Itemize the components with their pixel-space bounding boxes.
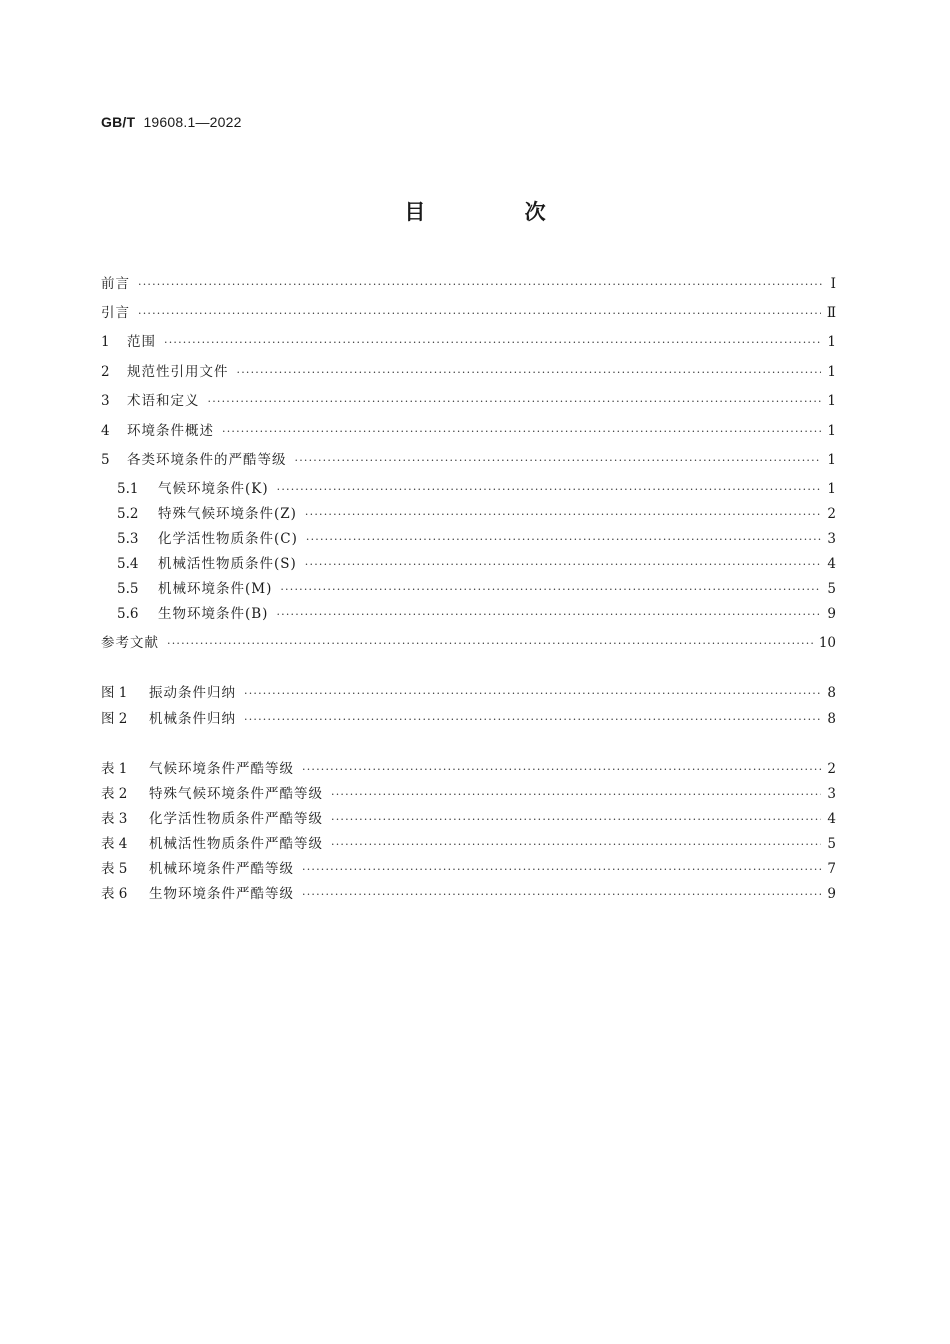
toc-item-introduction[interactable] (101, 304, 836, 322)
toc-title: 目 次 (404, 200, 592, 224)
toc-item-label: 特殊气候环境条件(Z) (158, 506, 297, 522)
dot-leader (331, 836, 821, 854)
table-item-number: 表 5 (101, 861, 128, 877)
toc-item-label: 前言 (101, 276, 130, 292)
toc-item-foreword[interactable] (101, 275, 836, 293)
toc-item-page: 1 (827, 334, 836, 350)
dot-leader (305, 506, 821, 524)
standard-code (101, 114, 242, 130)
table-item-page: 7 (827, 861, 836, 877)
figure-item-1[interactable] (101, 684, 836, 702)
dot-leader (295, 452, 822, 470)
dot-leader (138, 305, 821, 323)
dot-leader (305, 556, 822, 574)
table-item-page: 5 (827, 836, 836, 852)
toc-item-label: 生物环境条件(B) (158, 606, 269, 622)
table-item-label: 特殊气候环境条件严酷等级 (149, 786, 323, 802)
toc-item-page: 3 (827, 531, 836, 547)
toc-item-5-3[interactable] (117, 530, 836, 548)
toc-item-label: 机械活性物质条件(S) (158, 556, 297, 572)
toc-item-terms[interactable] (101, 392, 836, 410)
dot-leader (222, 423, 821, 441)
toc-item-number: 1 (101, 334, 110, 350)
toc-item-page: 1 (827, 452, 836, 468)
dot-leader (331, 786, 821, 804)
toc-item-label: 参考文献 (101, 635, 159, 651)
toc-item-number: 5.4 (117, 556, 139, 572)
toc-item-label: 气候环境条件(K) (158, 481, 269, 497)
toc-item-5-5[interactable] (117, 580, 836, 598)
toc-item-label: 各类环境条件的严酷等级 (127, 452, 287, 468)
toc-item-label: 化学活性物质条件(C) (158, 531, 298, 547)
table-item-page: 9 (827, 886, 836, 902)
table-item-3[interactable] (101, 810, 836, 828)
dot-leader (302, 861, 821, 879)
toc-item-5-1[interactable] (117, 480, 836, 498)
table-item-label: 气候环境条件严酷等级 (149, 761, 294, 777)
table-item-number: 表 2 (101, 786, 128, 802)
table-item-page: 4 (827, 811, 836, 827)
toc-item-5-6[interactable] (117, 605, 836, 623)
toc-item-page: 5 (827, 581, 836, 597)
toc-item-page: 1 (827, 393, 836, 409)
figure-item-label: 机械条件归纳 (149, 711, 236, 727)
dot-leader (302, 886, 821, 904)
toc-item-page: 1 (827, 423, 836, 439)
toc-item-number: 4 (101, 423, 110, 439)
figure-item-label: 振动条件归纳 (149, 685, 236, 701)
figure-item-page: 8 (827, 685, 836, 701)
toc-item-number: 5.3 (117, 531, 139, 547)
standard-code-number: 19608.1—2022 (143, 114, 242, 130)
toc-item-number: 5.5 (117, 581, 139, 597)
toc-item-number: 5 (101, 452, 110, 468)
toc-item-5-2[interactable] (117, 505, 836, 523)
dot-leader (244, 685, 821, 703)
toc-item-label: 机械环境条件(M) (158, 581, 273, 597)
dot-leader (138, 276, 822, 294)
table-item-page: 3 (827, 786, 836, 802)
dot-leader (244, 711, 821, 729)
toc-item-label: 术语和定义 (127, 393, 200, 409)
toc-item-severity-levels[interactable] (101, 451, 836, 469)
toc-item-label: 范围 (127, 334, 156, 350)
toc-item-page: 10 (818, 635, 836, 651)
toc-item-normative-references[interactable] (101, 363, 836, 381)
table-item-1[interactable] (101, 760, 836, 778)
dot-leader (237, 364, 822, 382)
toc-item-number: 2 (101, 364, 110, 380)
table-item-5[interactable] (101, 860, 836, 878)
dot-leader (280, 581, 821, 599)
dot-leader (302, 761, 821, 779)
table-item-label: 机械活性物质条件严酷等级 (149, 836, 323, 852)
toc-item-label: 环境条件概述 (127, 423, 214, 439)
toc-item-page: 9 (827, 606, 836, 622)
table-item-label: 生物环境条件严酷等级 (149, 886, 294, 902)
toc-item-page: Ⅰ (830, 276, 836, 292)
figure-item-page: 8 (827, 711, 836, 727)
toc-item-number: 3 (101, 393, 110, 409)
dot-leader (331, 811, 821, 829)
table-item-label: 机械环境条件严酷等级 (149, 861, 294, 877)
toc-item-5-4[interactable] (117, 555, 836, 573)
toc-item-number: 5.1 (117, 481, 139, 497)
table-item-page: 2 (827, 761, 836, 777)
dot-leader (167, 635, 813, 653)
toc-item-page: 1 (827, 481, 836, 497)
toc-item-number: 5.6 (117, 606, 139, 622)
dot-leader (208, 393, 822, 411)
table-item-2[interactable] (101, 785, 836, 803)
toc-item-scope[interactable] (101, 333, 836, 351)
table-item-6[interactable] (101, 885, 836, 903)
figure-item-2[interactable] (101, 710, 836, 728)
toc-item-page: Ⅱ (826, 305, 836, 321)
toc-item-page: 1 (827, 364, 836, 380)
table-item-number: 表 3 (101, 811, 128, 827)
dot-leader (306, 531, 822, 549)
table-item-number: 表 6 (101, 886, 128, 902)
figure-item-number: 图 1 (101, 685, 128, 701)
toc-item-overview[interactable] (101, 422, 836, 440)
dot-leader (277, 481, 822, 499)
toc-item-page: 2 (827, 506, 836, 522)
toc-item-page: 4 (827, 556, 836, 572)
table-item-number: 表 1 (101, 761, 128, 777)
dot-leader (164, 334, 821, 352)
table-item-4[interactable] (101, 835, 836, 853)
toc-item-label: 引言 (101, 305, 130, 321)
toc-item-number: 5.2 (117, 506, 139, 522)
toc-item-label: 规范性引用文件 (127, 364, 229, 380)
table-item-number: 表 4 (101, 836, 128, 852)
standard-code-prefix: GB/T (101, 114, 136, 130)
figure-item-number: 图 2 (101, 711, 128, 727)
dot-leader (276, 606, 821, 624)
table-item-label: 化学活性物质条件严酷等级 (149, 811, 323, 827)
toc-item-bibliography[interactable] (101, 634, 836, 652)
